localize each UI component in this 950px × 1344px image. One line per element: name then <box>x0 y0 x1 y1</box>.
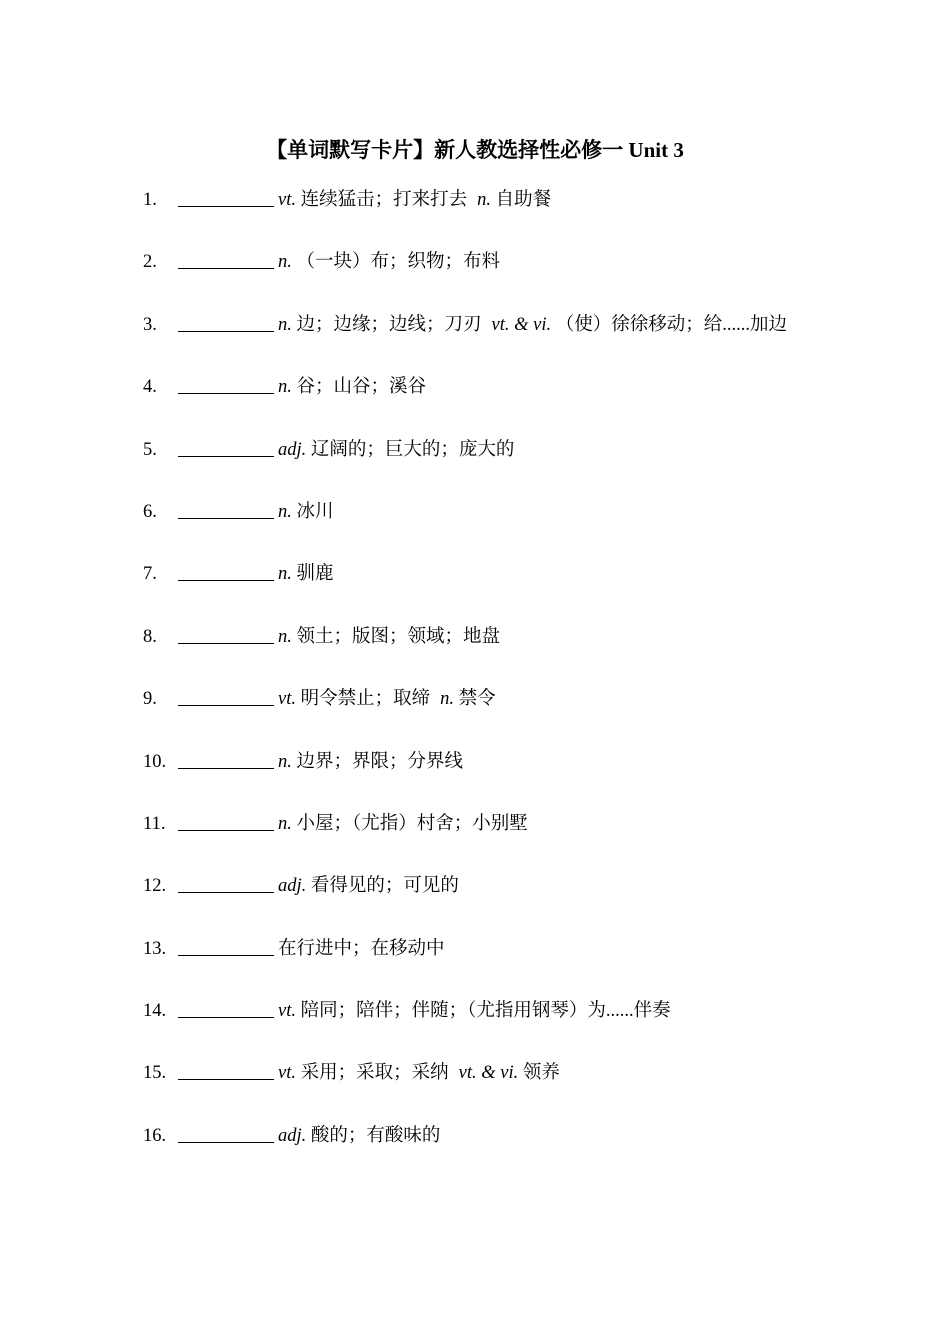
entry-number: 9. <box>143 689 157 710</box>
vocab-entry <box>143 683 863 745</box>
definition-text: 边界；界限；分界线 <box>296 751 464 772</box>
definition-text: 辽阔的；巨大的；庞大的 <box>310 439 515 460</box>
vocab-entry <box>143 496 863 558</box>
entry-number: 3. <box>143 314 157 335</box>
definition-text: （一块）布；织物；布料 <box>296 252 501 273</box>
part-of-speech: n. <box>278 564 292 585</box>
entry-number: 15. <box>143 1063 167 1084</box>
answer-blank[interactable] <box>178 560 274 581</box>
definition-text: 驯鹿 <box>296 564 334 585</box>
definition-text: 连续猛击；打来打去 <box>300 190 468 210</box>
answer-blank[interactable] <box>178 935 274 956</box>
part-of-speech: n. <box>278 377 292 398</box>
vocab-entry <box>143 1057 863 1119</box>
part-of-speech: adj. <box>278 439 307 460</box>
entry-number: 16. <box>143 1125 167 1146</box>
definition-text: 禁令 <box>458 689 496 710</box>
part-of-speech: vt. & vi. <box>458 1063 519 1084</box>
definition-text: 领土；版图；领域；地盘 <box>296 626 501 647</box>
answer-blank[interactable] <box>178 1059 274 1080</box>
answer-blank[interactable] <box>178 1122 274 1143</box>
definition-text: 明令禁止；取缔 <box>300 689 431 710</box>
part-of-speech: n. <box>440 689 454 710</box>
page-title: 【单词默写卡片】新人教选择性必修一 Unit 3 <box>266 138 684 162</box>
answer-blank[interactable] <box>178 311 274 332</box>
part-of-speech: n. <box>477 190 491 210</box>
answer-blank[interactable] <box>178 748 274 769</box>
vocab-entry <box>143 870 863 932</box>
part-of-speech: n. <box>278 813 292 834</box>
answer-blank[interactable] <box>178 436 274 457</box>
vocab-entry <box>143 184 863 246</box>
entry-number: 7. <box>143 564 157 585</box>
part-of-speech: vt. <box>278 1001 296 1022</box>
definition-text: 领养 <box>522 1063 560 1084</box>
vocab-entry <box>143 746 863 808</box>
answer-blank[interactable] <box>178 623 274 644</box>
part-of-speech: n. <box>278 252 292 273</box>
definition-text: 小屋；（尤指）村舍；小别墅 <box>296 813 528 834</box>
answer-blank[interactable] <box>178 186 274 207</box>
answer-blank[interactable] <box>178 373 274 394</box>
entry-number: 13. <box>143 938 167 959</box>
entry-number: 8. <box>143 626 157 647</box>
vocab-entry <box>143 933 863 995</box>
part-of-speech: vt. & vi. <box>491 314 552 335</box>
part-of-speech: vt. <box>278 689 296 710</box>
definition-text: 酸的；有酸味的 <box>310 1125 441 1146</box>
entry-number: 6. <box>143 501 157 522</box>
answer-blank[interactable] <box>178 498 274 519</box>
vocab-entry <box>143 995 863 1057</box>
vocab-entry <box>143 558 863 620</box>
entry-number: 2. <box>143 252 157 273</box>
definition-text: 陪同；陪伴；伴随；（尤指用钢琴）为......伴奏 <box>300 1001 671 1022</box>
vocab-entry <box>143 371 863 433</box>
part-of-speech: adj. <box>278 876 307 897</box>
definition-text: 边；边缘；边线；刀刃 <box>296 314 482 335</box>
answer-blank[interactable] <box>178 248 274 269</box>
definition-text: 看得见的；可见的 <box>310 876 459 897</box>
vocab-entry <box>143 808 863 870</box>
entry-number: 11. <box>143 813 166 834</box>
definition-text: 自助餐 <box>495 190 552 210</box>
entry-number: 4. <box>143 377 157 398</box>
entry-number: 12. <box>143 876 167 897</box>
part-of-speech: adj. <box>278 1125 307 1146</box>
vocabulary-list <box>143 184 863 1182</box>
answer-blank[interactable] <box>178 997 274 1018</box>
definition-text: （使）徐徐移动；给......加边 <box>555 314 787 335</box>
part-of-speech: vt. <box>278 190 296 210</box>
vocab-entry <box>143 621 863 683</box>
vocab-entry <box>143 309 863 371</box>
entry-number: 14. <box>143 1001 167 1022</box>
definition-text: 冰川 <box>296 501 334 522</box>
part-of-speech: n. <box>278 501 292 522</box>
entry-number: 1. <box>143 190 157 210</box>
vocab-entry <box>143 434 863 496</box>
part-of-speech: vt. <box>278 1063 296 1084</box>
answer-blank[interactable] <box>178 810 274 831</box>
entry-number: 10. <box>143 751 167 772</box>
part-of-speech: n. <box>278 751 292 772</box>
entry-number: 5. <box>143 439 157 460</box>
definition-text: 在行进中；在移动中 <box>278 938 445 959</box>
answer-blank[interactable] <box>178 685 274 706</box>
vocab-entry <box>143 1120 863 1182</box>
definition-text: 采用；采取；采纳 <box>300 1063 449 1084</box>
vocab-entry <box>143 246 863 308</box>
part-of-speech: n. <box>278 314 292 335</box>
definition-text: 谷；山谷；溪谷 <box>296 377 427 398</box>
part-of-speech: n. <box>278 626 292 647</box>
answer-blank[interactable] <box>178 872 274 893</box>
